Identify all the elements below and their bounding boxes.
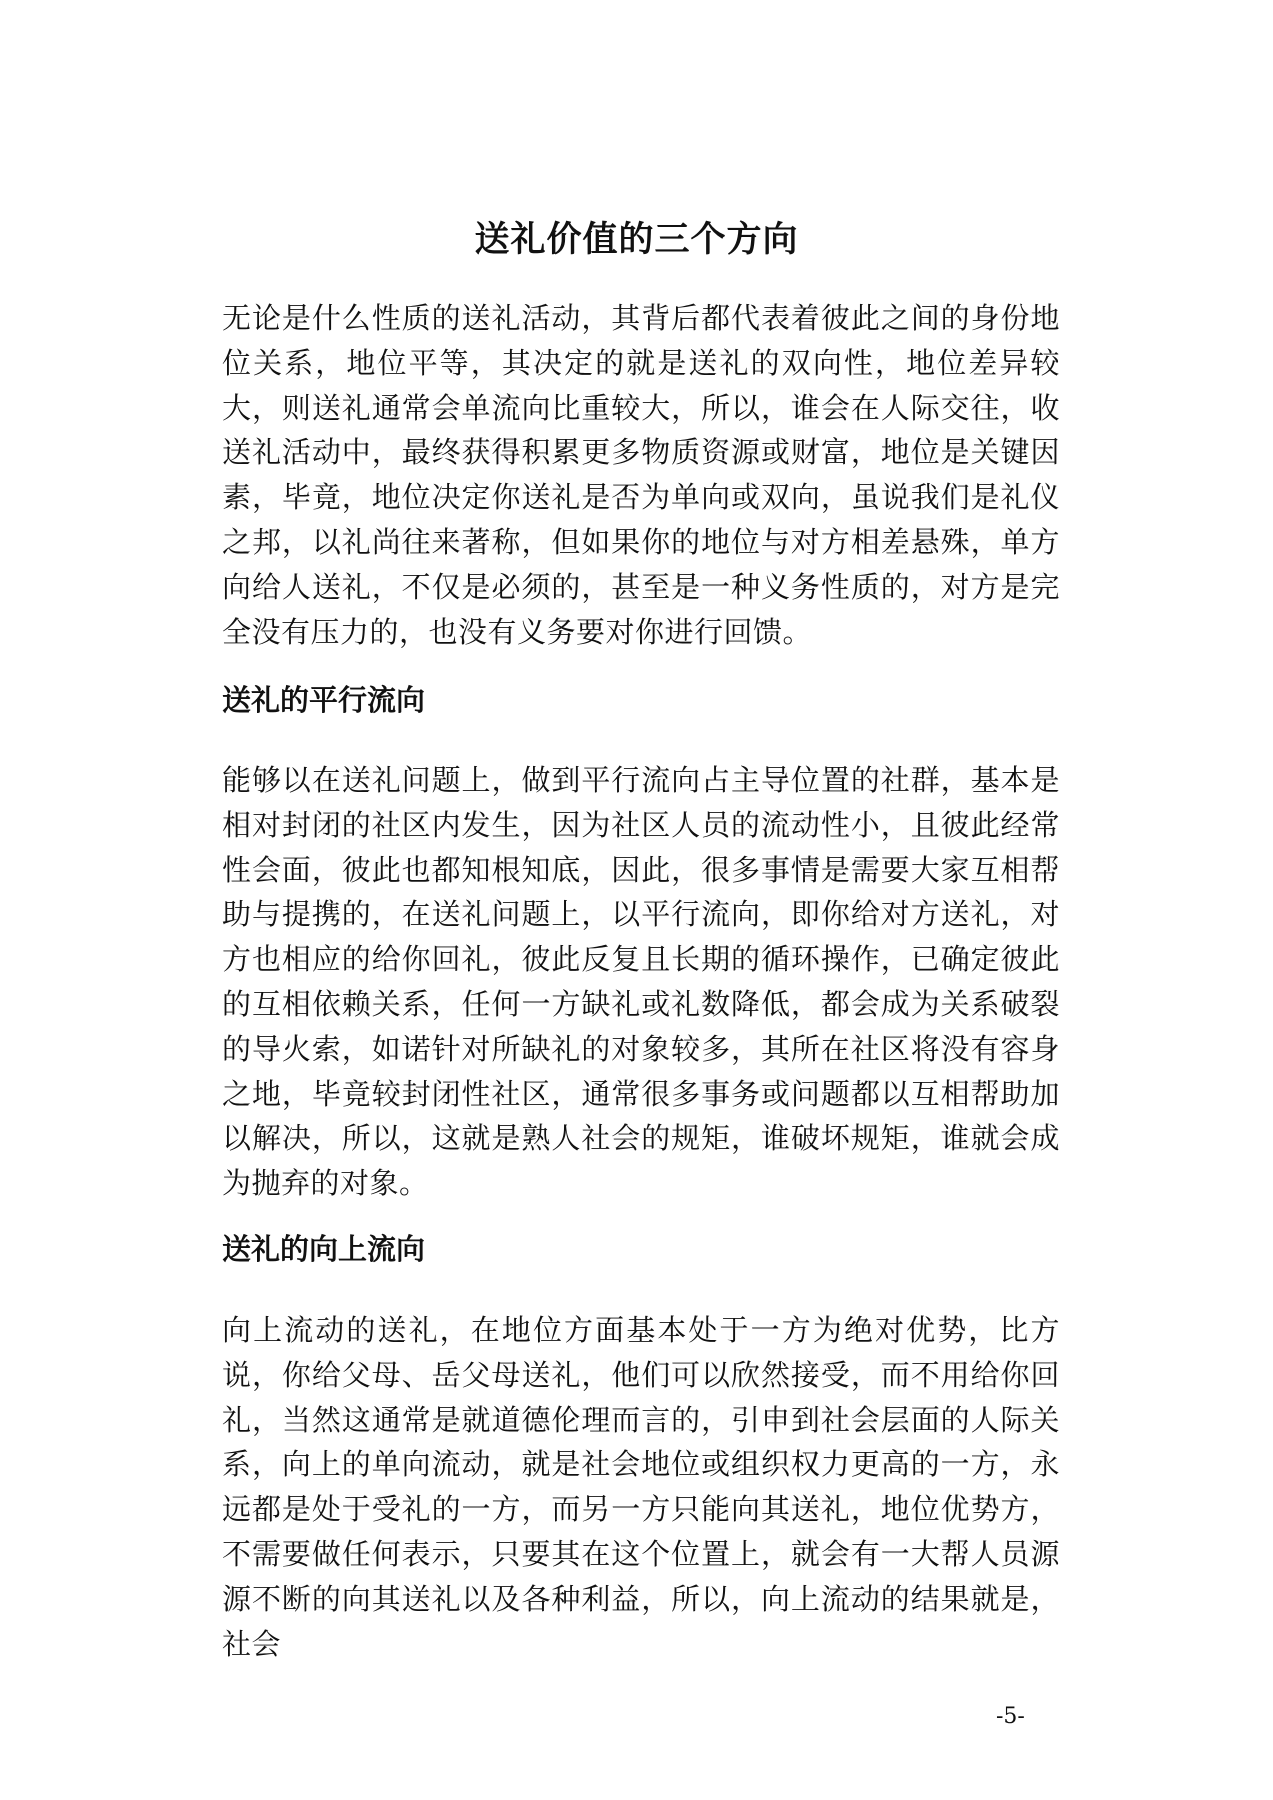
page-number: -5- [996, 1704, 1025, 1729]
section-heading-upward-flow: 送礼的向上流向 [222, 1232, 426, 1266]
section-heading-parallel-flow: 送礼的平行流向 [222, 683, 426, 717]
parallel-flow-paragraph: 能够以在送礼问题上，做到平行流向占主导位置的社群，基本是相对封闭的社区内发生，因为社区人员的流动性小，且彼此经常性会面，彼此也都知根知底，因此，很多事情是需要大家互相帮助与提携的，在送礼问题上，以平行流向，即你给对方送礼，对方也相应的给你回礼，彼此反复且长期的循环操作，已确定彼此的互相依赖关系，任何一方缺礼或礼数降低，都会成为关系破裂的导火索，如诺针对所缺礼的对象较多，其所在社区将没有容身之地，毕竟较封闭性社区，通常很多事务或问题都以互相帮助加以解决，所以，这就是熟人社会的规矩，谁破坏规矩，谁就会成为抛弃的对象。 [222, 763, 1060, 1201]
page-title: 送礼价值的三个方向 [474, 219, 799, 261]
upward-flow-paragraph: 向上流动的送礼，在地位方面基本处于一方为绝对优势，比方说，你给父母、岳父母送礼，他们可以欣然接受，而不用给你回礼，当然这通常是就道德伦理而言的，引申到社会层面的人际关系，向上的单向流动，就是社会地位或组织权力更高的一方，永远都是处于受礼的一方，而另一方只能向其送礼，地位优势方，不需要做任何表示，只要其在这个位置上，就会有一大帮人员源源不断的向其送礼以及各种利益，所以，向上流动的结果就是，社会 [222, 1313, 1060, 1661]
intro-paragraph: 无论是什么性质的送礼活动，其背后都代表着彼此之间的身份地位关系，地位平等，其决定的就是送礼的双向性，地位差异较大，则送礼通常会单流向比重较大，所以，谁会在人际交往，收送礼活动中，最终获得积累更多物质资源或财富，地位是关键因素，毕竟，地位决定你送礼是否为单向或双向，虽说我们是礼仪之邦，以礼尚往来著称，但如果你的地位与对方相差悬殊，单方向给人送礼，不仅是必须的，甚至是一种义务性质的，对方是完全没有压力的，也没有义务要对你进行回馈。 [222, 301, 1060, 649]
